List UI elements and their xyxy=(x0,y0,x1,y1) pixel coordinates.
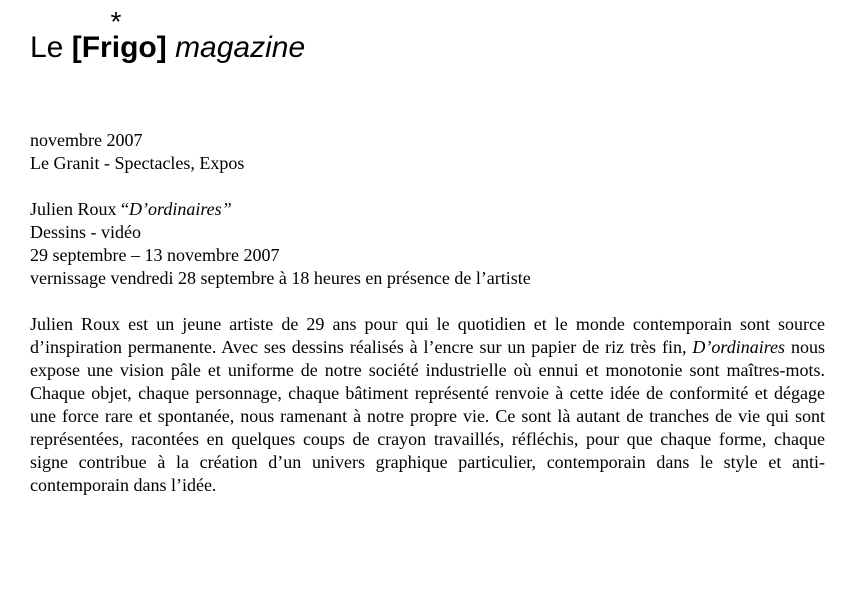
brand-bracket-open: [ xyxy=(71,31,82,64)
exhibition-opening: vernissage vendredi 28 septembre à 18 heures en présence de l’artiste xyxy=(30,268,531,288)
asterisk-icon: * xyxy=(110,6,122,37)
masthead-suffix: magazine xyxy=(175,31,306,64)
brand-i-with-asterisk xyxy=(110,6,122,66)
exhibition-title: D’ordinaires xyxy=(129,199,222,219)
article-title-italic: D’ordinaires xyxy=(692,337,786,357)
exhibition-title-line xyxy=(30,198,825,221)
magazine-masthead xyxy=(30,6,306,66)
brand-i: i xyxy=(111,31,121,64)
brand-logo xyxy=(71,6,167,64)
quote-close: ” xyxy=(221,199,232,219)
article-content xyxy=(30,129,825,497)
masthead-prefix: Le xyxy=(30,31,64,64)
exhibition-medium: Dessins - vidéo xyxy=(30,222,141,242)
quote-open: “ xyxy=(121,199,130,219)
article-part-1: Julien Roux est un jeune artiste de 29 ans pour qui le quotidien et le monde contemporain sont source d’inspiration permanente. Avec ses dessins réalisés à l’encre sur un papier de riz très fin, xyxy=(30,314,825,357)
exhibition-block xyxy=(30,198,825,290)
brand-fr: Fr xyxy=(81,31,112,64)
venue: Le Granit - Spectacles, Expos xyxy=(30,153,245,173)
publication-date: novembre 2007 xyxy=(30,130,143,150)
article-body xyxy=(30,313,825,497)
artist-name: Julien Roux xyxy=(30,199,117,219)
brand-bracket-close: ] xyxy=(156,31,167,64)
article-part-2: nous expose une vision pâle et uniforme de notre société industrielle où ennui et monotonie sont maîtres-mots. Chaque objet, chaque personnage, chaque bâtiment représenté renvoie à cette idée de conformité et dégage une force rare et spontanée, nous ramenant à notre propre vie. Ce sont là autant de tranches de vie qui sont représentées, racontées en quelques coups de crayon travaillés, réfléchis, pour que chaque forme, chaque signe contribue à la création d’un univers graphique particulier, contemporain dans le style et anti-contemporain dans l’idée. xyxy=(30,337,825,495)
exhibition-dates: 29 septembre – 13 novembre 2007 xyxy=(30,245,280,265)
header-block xyxy=(30,129,825,175)
brand-go: go xyxy=(120,31,157,64)
